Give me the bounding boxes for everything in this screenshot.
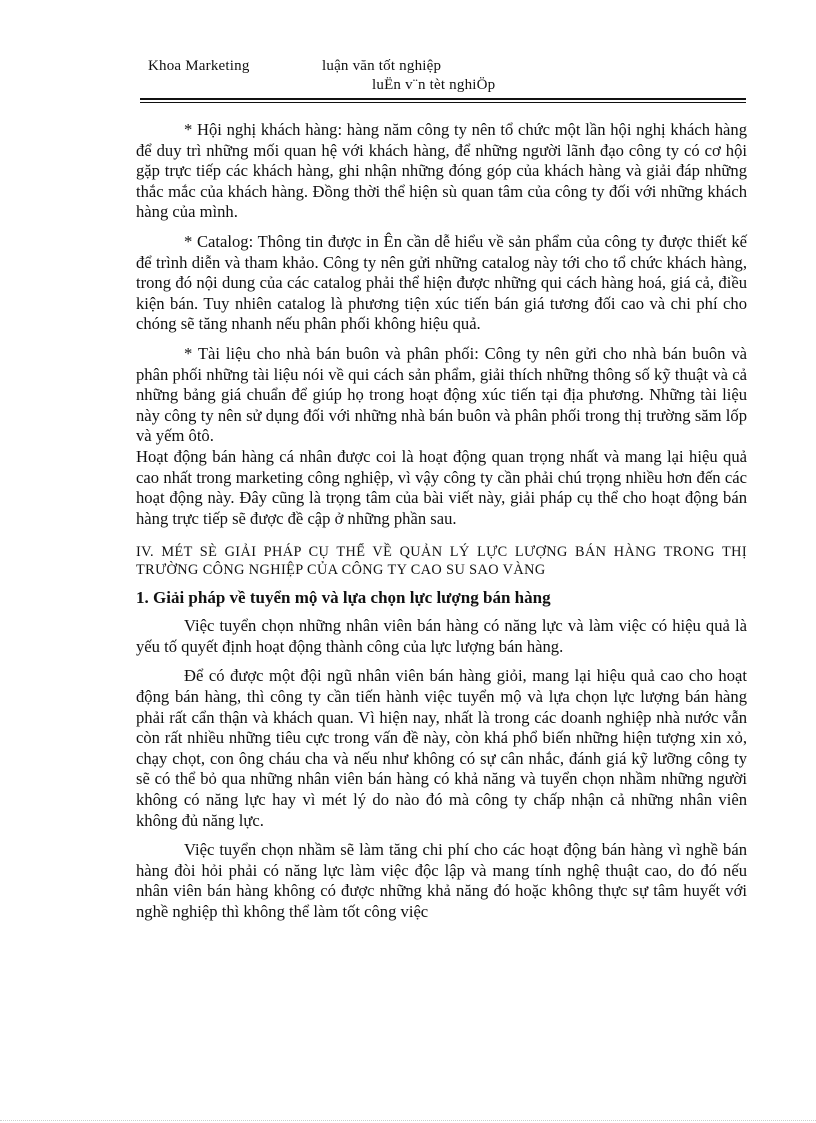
section-heading: IV. MÉT SÈ GIẢI PHÁP CỤ THỂ VỀ QUẢN LÝ LỰC LƯỢNG BÁN HÀNG TRONG THỊ TRƯỜNG CÔNG NGHIỆP CỦA CÔNG TY CAO SU SAO VÀNG: [136, 544, 747, 579]
paragraph-wrong-selection: Việc tuyển chọn nhầm sẽ làm tăng chi phí cho các hoạt động bán hàng vì nghề bán hàng đòi hỏi phải có năng lực làm việc độc lập và mang tính nghệ thuật cao, do đó nếu nhân viên bán hàng không có được những khả năng đó hoặc không thực sự tâm huyết với nghề nghiệp thì không thể làm tốt công việc: [136, 840, 747, 921]
header-title: luận văn tốt nghiệp: [322, 58, 442, 74]
paragraph-customer-conference: * Hội nghị khách hàng: hàng năm công ty nên tổ chức một lần hội nghị khách hàng để duy trì những mối quan hệ với khách hàng, để những người lãnh đạo công ty có cơ hội gặp trực tiếp các khách hàng, ghi nhận những đóng góp của khách hàng và giải đáp những thắc mắc của khách hàng. Đồng thời thể hiện sù quan tâm của công ty đối với những khách hàng của mình.: [136, 120, 747, 222]
document-body: [136, 120, 747, 932]
subsection-heading: 1. Giải pháp về tuyển mộ và lựa chọn lực lượng bán hàng: [136, 588, 551, 608]
header-rule-thick: [140, 98, 746, 100]
header-faculty: Khoa Marketing: [148, 58, 250, 74]
paragraph-catalog: * Catalog: Thông tin được in Ên cần dễ hiểu về sản phẩm của công ty được thiết kế để trình diễn và tham khảo. Công ty nên gửi những catalog này tới cho tổ chức khách hàng, trong đó nội dung của các catalog phải thể hiện được những qui cách hàng hoá, giá cả, điều kiện bán. Tuy nhiên catalog là phương tiện xúc tiến bán giá tương đối cao và chi phí cho chóng sẽ tăng nhanh nếu phân phối không hiệu quả.: [136, 231, 747, 334]
page-bottom-divider: [0, 1120, 816, 1121]
paragraph-distributor-materials: * Tài liệu cho nhà bán buôn và phân phối: Công ty nên gửi cho nhà bán buôn và phân phối những tài liệu nói về qui cách sản phẩm, giải thích những thông số kỹ thuật và cả những bảng giá chuẩn để giúp họ trong hoạt động xúc tiến tại địa phương. Những tài liệu này công ty nên sử dụng đối với những nhà bán buôn và phân phối trong thị trường săm lốp và yếm ôtô.: [136, 343, 747, 446]
paragraph-recruitment-intro: Việc tuyển chọn những nhân viên bán hàng có năng lực và làm việc có hiệu quả là yếu tố quyết định hoạt động thành công của lực lượng bán hàng.: [136, 616, 747, 656]
header-subtitle: luËn v¨n tèt nghiÖp: [372, 77, 496, 93]
header-rule-thin: [140, 102, 746, 103]
paragraph-recruitment-process: Để có được một đội ngũ nhân viên bán hàng giỏi, mang lại hiệu quả cao cho hoạt động bán hàng, thì công ty cần tiến hành việc tuyển mộ và lựa chọn lực lượng bán hàng phải rất cẩn thận và khách quan. Vì hiện nay, nhất là trong các doanh nghiệp nhà nước vẫn còn rất nhiều những tiêu cực trong vấn đề này, còn khá phổ biến những hiện tượng xin xỏ, chạy chọt, con ông cháu cha và nếu như không có sự cân nhắc, đánh giá kỹ lưỡng công ty sẽ có thể bỏ qua những nhân viên bán hàng có khả năng và tuyển chọn nhầm những người không có năng lực hay vì mét lý do nào đó mà công ty chấp nhận cả những nhân viên không đủ năng lực.: [136, 666, 747, 830]
paragraph-personal-selling: Hoạt động bán hàng cá nhân được coi là hoạt động quan trọng nhất và mang lại hiệu quả cao nhất trong marketing công nghiệp, vì vậy công ty cần phải chú trọng nhiều hơn đến các hoạt động này. Đây cũng là trọng tâm của bài viết này, giải pháp cụ thể cho hoạt động bán hàng trực tiếp sẽ được đề cập ở những phần sau.: [136, 446, 747, 528]
